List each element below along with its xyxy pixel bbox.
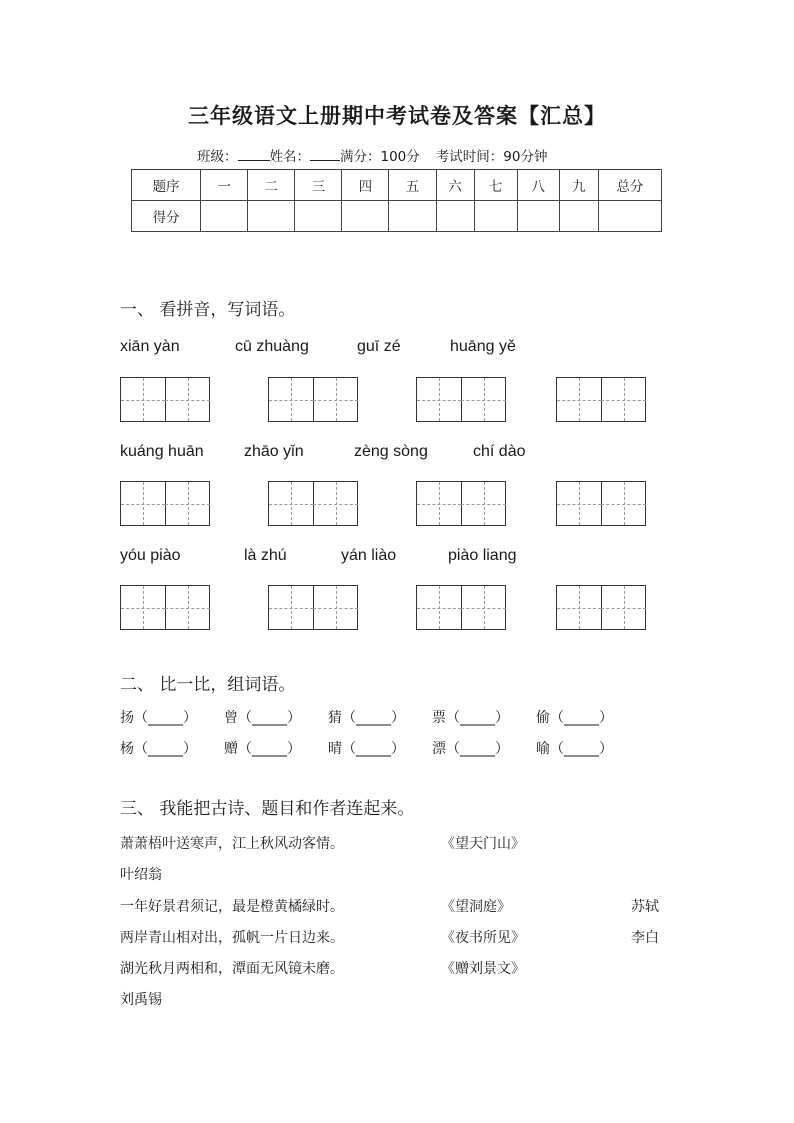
compare-item[interactable]: 晴（_____） (328, 741, 405, 757)
poem-author: 叶绍翁 (120, 867, 162, 883)
section1-heading: 一、 看拼音，写词语。 (120, 300, 296, 320)
header-cell: 八 (517, 170, 559, 201)
header-cell: 六 (436, 170, 474, 201)
name-label: 姓名： (269, 149, 310, 165)
full-score: 满分：100分 (340, 149, 420, 165)
compare-item[interactable]: 喻（_____） (536, 741, 613, 757)
poem-line: 一年好景君须记，最是橙黄橘绿时。 (120, 899, 344, 915)
writing-grid[interactable] (556, 377, 646, 422)
compare-item[interactable]: 猜（_____） (328, 710, 405, 726)
poem-line: 两岸青山相对出，孤帆一片日边来。 (120, 930, 344, 946)
poem-title: 《望洞庭》 (441, 899, 511, 915)
score-cell[interactable] (436, 201, 474, 232)
pinyin: chí dào (473, 443, 526, 460)
section3-heading: 三、 我能把古诗、题目和作者连起来。 (120, 799, 415, 819)
header-cell: 二 (248, 170, 295, 201)
pinyin: zhāo yǐn (244, 443, 304, 460)
score-cell[interactable] (342, 201, 389, 232)
writing-grid[interactable] (268, 481, 358, 526)
writing-grid[interactable] (556, 481, 646, 526)
compare-item[interactable]: 扬（_____） (120, 710, 197, 726)
poem-author: 李白 (631, 930, 659, 946)
poem-line: 湖光秋月两相和，潭面无风镜未磨。 (120, 961, 344, 977)
score-cell[interactable] (474, 201, 517, 232)
class-label: 班级： (197, 149, 238, 165)
poem-author: 苏轼 (631, 899, 659, 915)
pinyin: là zhú (244, 547, 287, 564)
writing-grid[interactable] (268, 377, 358, 422)
pinyin: huāng yě (450, 338, 516, 355)
pinyin: yán liào (341, 547, 397, 564)
score-row (132, 201, 662, 232)
writing-grid[interactable] (416, 377, 506, 422)
poem-author: 刘禹锡 (120, 992, 162, 1008)
name-blank[interactable] (310, 146, 340, 161)
writing-grid[interactable] (416, 481, 506, 526)
compare-item[interactable]: 杨（_____） (120, 741, 197, 757)
header-cell: 五 (389, 170, 436, 201)
writing-grid[interactable] (120, 377, 210, 422)
writing-grid[interactable] (120, 585, 210, 630)
score-header-row (132, 170, 662, 201)
score-cell[interactable] (248, 201, 295, 232)
compare-item[interactable]: 偷（_____） (536, 710, 613, 726)
score-cell[interactable] (389, 201, 436, 232)
header-cell: 七 (474, 170, 517, 201)
pinyin: cū zhuàng (235, 338, 309, 355)
pinyin: piào liang (448, 547, 517, 564)
section2-heading: 二、 比一比，组词语。 (120, 675, 296, 695)
pinyin: kuáng huān (120, 443, 204, 460)
header-cell: 总分 (598, 170, 661, 201)
poem-title: 《夜书所见》 (441, 930, 525, 946)
pinyin: guī zé (357, 338, 401, 355)
header-cell: 四 (342, 170, 389, 201)
header-cell: 九 (559, 170, 598, 201)
writing-grid[interactable] (416, 585, 506, 630)
writing-grid[interactable] (120, 481, 210, 526)
writing-grid[interactable] (268, 585, 358, 630)
exam-info (197, 145, 547, 165)
page-title: 三年级语文上册期中考试卷及答案【汇总】 (188, 104, 606, 128)
exam-time: 考试时间：90分钟 (435, 149, 548, 165)
poem-title: 《赠刘景文》 (441, 961, 525, 977)
score-cell[interactable] (598, 201, 661, 232)
score-row-label: 得分 (132, 201, 201, 232)
compare-item[interactable]: 赠（_____） (224, 741, 301, 757)
poem-line: 萧萧梧叶送寒声，江上秋风动客情。 (120, 836, 344, 852)
class-blank[interactable] (238, 146, 270, 161)
pinyin: yóu piào (120, 547, 181, 564)
score-table (131, 169, 662, 232)
compare-item[interactable]: 曾（_____） (224, 710, 301, 726)
writing-grid[interactable] (556, 585, 646, 630)
pinyin: zèng sòng (354, 443, 428, 460)
score-cell[interactable] (201, 201, 248, 232)
header-cell: 一 (201, 170, 248, 201)
score-cell[interactable] (295, 201, 342, 232)
compare-item[interactable]: 漂（_____） (432, 741, 509, 757)
score-cell[interactable] (559, 201, 598, 232)
header-cell: 三 (295, 170, 342, 201)
pinyin: xiān yàn (120, 338, 180, 355)
compare-item[interactable]: 票（_____） (432, 710, 509, 726)
score-cell[interactable] (517, 201, 559, 232)
poem-title: 《望天门山》 (441, 836, 525, 852)
header-cell: 题序 (132, 170, 201, 201)
